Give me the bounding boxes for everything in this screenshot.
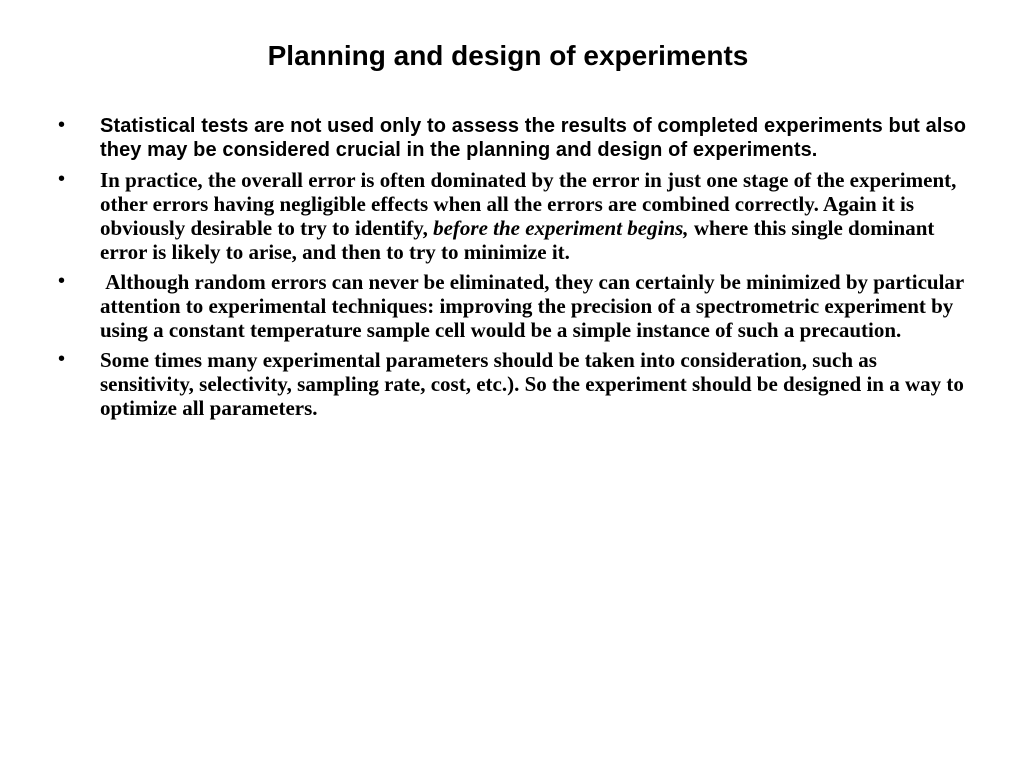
bullet-marker: • — [58, 168, 66, 190]
bullet-item-1 — [58, 114, 968, 162]
bullet-text-4: Some times many experimental parameters should be taken into consideration, such as sensitivity, selectivity, sampling rate, cost, etc.). So the experiment should be designed in a way to optimize all parameters. — [100, 348, 964, 420]
bullet-text-2 — [100, 168, 968, 264]
bullet-text-1: Statistical tests are not used only to assess the results of completed experiments but also they may be considered crucial in the planning and design of experiments. — [100, 115, 967, 161]
bullet-text-2-part-1: In practice, the overall error is often dominated by the error in just one stage of the experiment, other errors having negligible effects when all the errors are combined correctly. Again it is obviously desirable to try to identify, — [100, 168, 957, 240]
bullet-marker: • — [58, 114, 66, 136]
bullet-item-4 — [58, 348, 968, 420]
bullet-list — [58, 114, 968, 426]
bullet-marker: • — [58, 270, 66, 292]
bullet-item-3 — [58, 270, 968, 342]
bullet-item-2 — [58, 168, 968, 264]
bullet-marker: • — [58, 348, 66, 370]
bullet-text-2-italic: before the experiment begins, — [433, 216, 689, 240]
bullet-text-3: Although random errors can never be eliminated, they can certainly be minimized by particular attention to experimental techniques: improving the precision of a spectrometric experiment by using a constant temperature sample cell would be a simple instance of such a precaution. — [100, 270, 970, 342]
bullet-text-2-part-2: where this single dominant error is likely to arise, and then to try to minimize it. — [100, 216, 935, 264]
slide-title: Planning and design of experiments — [267, 40, 749, 71]
